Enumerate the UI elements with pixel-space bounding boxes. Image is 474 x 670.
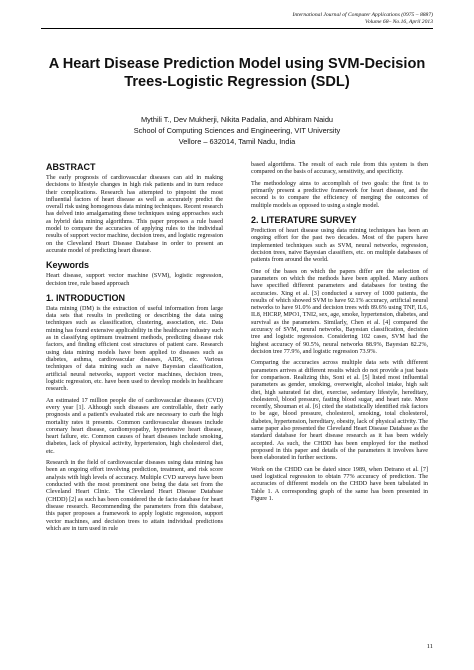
right-paragraph-0: based algorithms. The result of each rule from this system is then compared on the basis of accuracy, sensitivity, and specificity.: [251, 162, 428, 176]
literature-survey-heading: 2. LITERATURE SURVEY: [251, 214, 357, 225]
author-address: Vellore – 632014, Tamil Nadu, India: [178, 137, 296, 146]
intro-paragraph-2: An estimated 17 million people die of cardiovascular diseases (CVD) every year [1]. Although such diseases are controllable, their early prognosis and a patient's evaluated risk are necessary to curb the high mortality rates it presents. Common cardiovascular diseases include coronary heart disease, cardiomyopathy, hypertensive heart disease, heart failure, etc. Common causes of heart diseases include smoking, diabetes, lack of physical activity, hypertension, high cholesterol diet, etc.: [46, 397, 223, 455]
right-column: [251, 162, 428, 507]
volume-header: Volume 68– No.16, April 2013: [365, 19, 433, 25]
page-number: 11: [426, 643, 433, 650]
author-names: Mythili T., Dev Mukherji, Nikita Padalia, and Abhiram Naidu: [140, 115, 334, 124]
author-affiliation: School of Computing Sciences and Engineering, VIT University: [133, 126, 341, 135]
literature-paragraph-2: One of the bases on which the papers differ are the selection of parameters on which the methods have been applied. Many authors have specified different parameters and databases for testing the accuracies. Xing et al. [3] conducted a survey of 1000 patients, the results of which showed SVM to have 92.1% accuracy, artificial neural networks to have 91.0% and decision trees with 89.6% using TNF, IL6, IL8, HICRP, MPO1, TNI2, sex, age, smoke, hypertension, diabetes, and survival as the parameters. Similarly, Chen et al. [4] compared the accuracy of SVM, neural networks, Bayesian classification, decision tree and logistic regression. Considering 102 cases, SVM had the highest accuracy of 90.5%, neural networks 88.9%, Bayesian 82.2%, decision tree 77.9%, and logistic regression 73.9%.: [251, 268, 428, 355]
paper-title-line1: A Heart Disease Prediction Model using SVM-Decision: [48, 56, 426, 72]
literature-paragraph-3: Comparing the accuracies across multiple data sets with different parameters arrives at different results which do not provide a just basis for comparison. Realizing this, Soni et al. [5] listed most influential parameters as gender, smoking, overweight, alcohol intake, high salt diet, high saturated fat diet, exercise, sedentary lifestyle, hereditary, cholesterol, blood pressure, fasting blood sugar, and heart rate. More recently, Shouman et al. [6] cited the statistically identified risk factors to be age, blood pressure, cholesterol, smoking, total cholesterol, diabetes, hypertension, hereditary, obesity, lack of physical activity. The same paper also presented the Cleveland Heart Disease Database as the standard database for heart disease research as it has been widely accepted. As such, the CHDD has been employed for the method proposed in this paper and details of the parameters it involves have been elaborated in further sections.: [251, 360, 428, 462]
introduction-heading: 1. INTRODUCTION: [46, 292, 126, 303]
keywords-text: Heart disease, support vector machine (SVM), logistic regression, decision tree, rule based approach: [46, 273, 223, 287]
intro-paragraph-1: Data mining (DM) is the extraction of useful information from large data sets that results in predicting or describing the data using techniques such as classification, clustering, association, etc. Data mining has found extensive applicability in the healthcare industry such as in classifying optimum treatment methods, predicting disease risk factors, and finding efficient cost structures of patient care. Research using data mining models have been applied to diseases such as diabetes, asthma, cardiovascular diseases, AIDS, etc. Various techniques of data mining such as naive Bayesian classification, artificial neural networks, support vector machines, decision trees, logistic regression, etc. have been used to develop models in healthcare research.: [46, 305, 223, 393]
journal-header: International Journal of Computer Applications (0975 – 8887): [292, 12, 433, 18]
left-column: [46, 162, 223, 537]
header-rule: [41, 28, 433, 29]
right-paragraph-1: The methodology aims to accomplish of two goals: the first is to primarily present a predictive framework for heart disease, and the second is to compare the efficiency of merging the outcomes of multiple models as opposed to using a single model.: [251, 180, 428, 209]
abstract-text: The early prognosis of cardiovascular diseases can aid in making decisions to lifestyle changes in high risk patients and in turn reduce their complications. Research has attempted to pinpoint the most influential factors of heart disease as well as accurately predict the overall risk using homogenous data mining techniques. Recent research has delved into amalgamating these techniques using approaches such as hybrid data mining algorithms. This paper proposes a rule based model to compare the accuracies of applying rules to the individual results of support vector machine, decision trees, and logistic regression on the Cleveland Heart Disease Database in order to present an accurate model of predicting heart disease.: [46, 175, 223, 254]
abstract-heading: ABSTRACT: [46, 162, 96, 172]
literature-paragraph-1: Prediction of heart disease using data mining techniques has been an ongoing effort for the past two decades. Most of the papers have implemented techniques such as SVM, neural networks, regression, decision trees, naive Bayesian classifiers, etc. on multiple databases of patients from around the world.: [251, 227, 428, 264]
literature-paragraph-4: Work on the CHDD can be dated since 1989, when Detrano et al. [7] used logistical regression to obtain 77% accuracy of prediction. The accuracies of different models on the CHDD have been tabulated in Table 1. A corresponding graph of the same has been presented in Figure 1.: [251, 466, 428, 502]
paper-title-line2: Trees-Logistic Regression (SDL): [124, 74, 350, 90]
intro-paragraph-3: Research in the field of cardiovascular diseases using data mining has been an ongoing effort involving prediction, treatment, and risk score analysis with high levels of accuracy. Multiple CVD surveys have been conducted with the most prominent one being the data set from the Cleveland Heart Clinic. The Cleveland Heart Disease Database (CHDD) [2] as such has been considered the de facto database for heart disease research. Recommending the parameters from this database, this paper proposes a framework to apply logistic regression, support vector machines, and decision trees to attain individual predictions which are in turn used in rule: [46, 460, 223, 532]
keywords-heading: Keywords: [46, 260, 90, 271]
